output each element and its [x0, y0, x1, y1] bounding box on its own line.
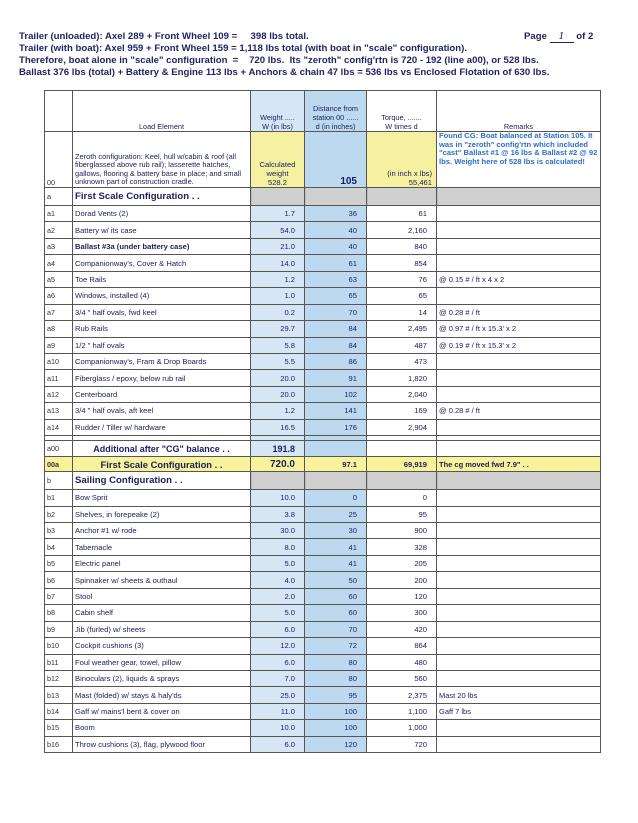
row-id: a1 [45, 206, 73, 222]
row-load-element: Dorad Vents (2) [73, 206, 251, 222]
row-torque: 420 [367, 621, 437, 637]
row-remarks: @ 0.19 # / ft x 15.3' x 2 [437, 337, 601, 353]
row-weight: 20.0 [251, 370, 305, 386]
row-weight: 10.0 [251, 720, 305, 736]
row-weight: 3.8 [251, 506, 305, 522]
row-load-element: Fiberglass / epoxy, below rub rail [73, 370, 251, 386]
row-load-element: Electric panel [73, 555, 251, 571]
row-torque: 300 [367, 605, 437, 621]
row-remarks [437, 386, 601, 402]
row-remarks [437, 654, 601, 670]
page-number: 1 [550, 31, 574, 43]
row-distance: 70 [305, 304, 367, 320]
row-load-element: 1/2 " half ovals [73, 337, 251, 353]
page-label: Page [524, 31, 547, 42]
row-distance: 60 [305, 605, 367, 621]
row-remarks [437, 506, 601, 522]
zeroth-torque-label: (in inch x lbs) [387, 168, 432, 178]
row-weight: 5.0 [251, 605, 305, 621]
total-remarks: The cg moved fwd 7.9" . . [437, 457, 601, 472]
section-id: a [45, 188, 73, 206]
row-remarks [437, 555, 601, 571]
row-torque: 487 [367, 337, 437, 353]
row-weight: 20.0 [251, 386, 305, 402]
row-distance: 95 [305, 687, 367, 703]
total-label: First Scale Configuration . . [73, 457, 251, 472]
total-distance: 97.1 [305, 457, 367, 472]
row-remarks: @ 0.28 # / ft [437, 403, 601, 419]
table-row [45, 403, 601, 419]
table-row [45, 370, 601, 386]
header-line-trailer-with-boat: Trailer (with boat): Axel 959 + Front Wheel 159 = 1,118 lbs total (with boat in "scale" configuration). [19, 43, 468, 54]
table-row [45, 304, 601, 320]
row-id: a9 [45, 337, 73, 353]
row-remarks [437, 539, 601, 555]
header-load-element: Load Element [73, 91, 251, 132]
page-indicator [524, 31, 593, 43]
additional-torque [367, 441, 437, 457]
header-line-ballast: Ballast 376 lbs (total) + Battery & Engine 113 lbs + Anchors & chain 47 lbs = 536 lbs vs Enclosed Flotation of 630 lbs. [19, 67, 550, 78]
row-distance: 102 [305, 386, 367, 402]
row-load-element: Shelves, in forepeake (2) [73, 506, 251, 522]
table-row [45, 321, 601, 337]
section-header-sailing [45, 472, 601, 490]
row-remarks [437, 588, 601, 604]
row-distance: 65 [305, 288, 367, 304]
row-weight: 1.7 [251, 206, 305, 222]
row-remarks [437, 419, 601, 435]
row-remarks [437, 206, 601, 222]
row-id: b1 [45, 490, 73, 506]
row-weight: 54.0 [251, 222, 305, 238]
row-distance: 86 [305, 353, 367, 369]
zeroth-element: Zeroth configuration: Keel, hull w/cabin & roof (all fiberglassed above rub rail); lasserette hatches, gallows, flooring & battery base in place; and small unknown part of construction cradle. [73, 132, 251, 188]
row-load-element: Jib (furled) w/ sheets [73, 621, 251, 637]
row-torque: 95 [367, 506, 437, 522]
column-header-row [45, 91, 601, 132]
header-distance: Distance from station 00 ...... d (in inches) [305, 91, 367, 132]
table-row [45, 736, 601, 752]
row-weight: 29.7 [251, 321, 305, 337]
row-id: b13 [45, 687, 73, 703]
row-distance: 50 [305, 572, 367, 588]
row-torque: 854 [367, 255, 437, 271]
row-distance: 61 [305, 255, 367, 271]
row-weight: 14.0 [251, 255, 305, 271]
row-load-element: Centerboard [73, 386, 251, 402]
section-hatch [367, 472, 437, 490]
section-title: Sailing Configuration . . [73, 472, 251, 490]
additional-remarks [437, 441, 601, 457]
row-weight: 1.0 [251, 288, 305, 304]
row-id: b10 [45, 638, 73, 654]
row-id: b11 [45, 654, 73, 670]
table-row [45, 271, 601, 287]
weight-balance-table [44, 90, 601, 753]
row-weight: 6.0 [251, 736, 305, 752]
row-weight: 0.2 [251, 304, 305, 320]
row-remarks: @ 0.15 # / ft x 4 x 2 [437, 271, 601, 287]
row-weight: 6.0 [251, 654, 305, 670]
row-id: a12 [45, 386, 73, 402]
table-row [45, 506, 601, 522]
row-distance: 100 [305, 703, 367, 719]
row-torque: 328 [367, 539, 437, 555]
row-load-element: Gaff w/ mains'l bent & cover on [73, 703, 251, 719]
row-weight: 10.0 [251, 490, 305, 506]
row-distance: 72 [305, 638, 367, 654]
table-row [45, 238, 601, 254]
row-torque: 2,375 [367, 687, 437, 703]
zeroth-weight-cell [251, 132, 305, 188]
row-remarks [437, 255, 601, 271]
row-id: a3 [45, 238, 73, 254]
total-weight: 720.0 [251, 457, 305, 472]
additional-weight: 191.8 [251, 441, 305, 457]
row-id: a13 [45, 403, 73, 419]
zeroth-config-row [45, 132, 601, 188]
row-id: b6 [45, 572, 73, 588]
section-hatch [437, 188, 601, 206]
row-weight: 21.0 [251, 238, 305, 254]
row-weight: 5.8 [251, 337, 305, 353]
row-load-element: Binoculars (2), liquids & sprays [73, 670, 251, 686]
row-weight: 4.0 [251, 572, 305, 588]
section-header-first-scale [45, 188, 601, 206]
row-id: b3 [45, 523, 73, 539]
table-row [45, 654, 601, 670]
row-torque: 864 [367, 638, 437, 654]
zeroth-distance: 105 [305, 132, 367, 188]
header-id-cell [45, 91, 73, 132]
row-id: b16 [45, 736, 73, 752]
row-weight: 2.0 [251, 588, 305, 604]
row-distance: 91 [305, 370, 367, 386]
row-id: b7 [45, 588, 73, 604]
row-id: b14 [45, 703, 73, 719]
header-torque: Torque, ....... W times d [367, 91, 437, 132]
section-id: b [45, 472, 73, 490]
row-torque: 1,000 [367, 720, 437, 736]
section-hatch [305, 472, 367, 490]
row-torque: 65 [367, 288, 437, 304]
row-remarks [437, 605, 601, 621]
row-remarks [437, 572, 601, 588]
row-id: b15 [45, 720, 73, 736]
row-weight: 5.5 [251, 353, 305, 369]
row-remarks: Gaff 7 lbs [437, 703, 601, 719]
row-distance: 80 [305, 670, 367, 686]
zeroth-weight: 528.2 [267, 177, 287, 187]
table-row [45, 490, 601, 506]
row-torque: 0 [367, 490, 437, 506]
first-scale-total-row [45, 457, 601, 472]
row-load-element: Rudder / Tiller w/ hardware [73, 419, 251, 435]
table-row [45, 255, 601, 271]
table-row [45, 703, 601, 719]
row-load-element: Tabernacle [73, 539, 251, 555]
row-id: a00 [45, 441, 73, 457]
row-load-element: Mast (folded) w/ stays & haly'ds [73, 687, 251, 703]
table-row [45, 605, 601, 621]
row-distance: 100 [305, 720, 367, 736]
table-row [45, 419, 601, 435]
row-load-element: Cockpit cushions (3) [73, 638, 251, 654]
section-title: First Scale Configuration . . [73, 188, 251, 206]
table-row [45, 588, 601, 604]
row-torque: 14 [367, 304, 437, 320]
row-id: b5 [45, 555, 73, 571]
row-weight: 5.0 [251, 555, 305, 571]
table-row [45, 720, 601, 736]
table-row [45, 687, 601, 703]
row-weight: 11.0 [251, 703, 305, 719]
row-load-element: Battery w/ its case [73, 222, 251, 238]
row-load-element: Companionway's, Fram & Drop Boards [73, 353, 251, 369]
row-id: 00a [45, 457, 73, 472]
row-remarks: Mast 20 lbs [437, 687, 601, 703]
row-distance: 176 [305, 419, 367, 435]
additional-after-cg-row [45, 441, 601, 457]
table-row [45, 222, 601, 238]
section-hatch [251, 188, 305, 206]
row-torque: 200 [367, 572, 437, 588]
row-load-element: Spinnaker w/ sheets & outhaul [73, 572, 251, 588]
row-torque: 76 [367, 271, 437, 287]
header-weight: Weight ..... W (in lbs) [251, 91, 305, 132]
row-id: a5 [45, 271, 73, 287]
row-load-element: 3/4 " half ovals, fwd keel [73, 304, 251, 320]
row-distance: 120 [305, 736, 367, 752]
row-load-element: Companionway's, Cover & Hatch [73, 255, 251, 271]
zeroth-torque-cell [367, 132, 437, 188]
row-torque: 720 [367, 736, 437, 752]
table-row [45, 337, 601, 353]
section-hatch [367, 188, 437, 206]
row-id: b2 [45, 506, 73, 522]
row-remarks: @ 0.28 # / ft [437, 304, 601, 320]
row-distance: 41 [305, 555, 367, 571]
row-torque: 1,100 [367, 703, 437, 719]
row-weight: 8.0 [251, 539, 305, 555]
table-row [45, 386, 601, 402]
row-weight: 12.0 [251, 638, 305, 654]
row-id: a10 [45, 353, 73, 369]
row-id: b4 [45, 539, 73, 555]
row-distance: 80 [305, 654, 367, 670]
row-remarks [437, 238, 601, 254]
row-torque: 61 [367, 206, 437, 222]
table-row [45, 539, 601, 555]
row-torque: 2,160 [367, 222, 437, 238]
row-id: a14 [45, 419, 73, 435]
zeroth-weight-label: Calculated weight [259, 159, 296, 178]
row-distance: 36 [305, 206, 367, 222]
total-torque: 69,919 [367, 457, 437, 472]
additional-distance [305, 441, 367, 457]
row-load-element: Foul weather gear, towel, pillow [73, 654, 251, 670]
row-id: 00 [45, 132, 73, 188]
header-remarks: Remarks [437, 91, 601, 132]
row-id: b8 [45, 605, 73, 621]
row-remarks [437, 222, 601, 238]
table-row [45, 353, 601, 369]
row-torque: 120 [367, 588, 437, 604]
row-load-element: Ballast #3a (under battery case) [73, 238, 251, 254]
row-distance: 40 [305, 222, 367, 238]
row-distance: 40 [305, 238, 367, 254]
row-id: b9 [45, 621, 73, 637]
row-torque: 169 [367, 403, 437, 419]
row-distance: 84 [305, 337, 367, 353]
section-hatch [305, 188, 367, 206]
row-remarks [437, 670, 601, 686]
row-torque: 1,820 [367, 370, 437, 386]
row-weight: 1.2 [251, 403, 305, 419]
table-row [45, 572, 601, 588]
row-remarks [437, 523, 601, 539]
row-remarks [437, 353, 601, 369]
row-distance: 30 [305, 523, 367, 539]
row-weight: 25.0 [251, 687, 305, 703]
row-distance: 25 [305, 506, 367, 522]
row-load-element: Rub Rails [73, 321, 251, 337]
row-weight: 1.2 [251, 271, 305, 287]
row-distance: 60 [305, 588, 367, 604]
row-torque: 840 [367, 238, 437, 254]
row-load-element: Toe Rails [73, 271, 251, 287]
zeroth-torque: 55,461 [408, 177, 432, 187]
row-id: a8 [45, 321, 73, 337]
row-torque: 2,040 [367, 386, 437, 402]
row-torque: 2,904 [367, 419, 437, 435]
table-row [45, 670, 601, 686]
row-remarks [437, 736, 601, 752]
row-id: a11 [45, 370, 73, 386]
row-load-element: Cabin shelf [73, 605, 251, 621]
row-load-element: Bow Sprit [73, 490, 251, 506]
row-id: a4 [45, 255, 73, 271]
table-row [45, 555, 601, 571]
row-load-element: Anchor #1 w/ rode [73, 523, 251, 539]
row-distance: 41 [305, 539, 367, 555]
page-of: of 2 [576, 31, 594, 42]
row-remarks [437, 638, 601, 654]
row-weight: 16.5 [251, 419, 305, 435]
table-row [45, 288, 601, 304]
row-load-element: 3/4 " half ovals, aft keel [73, 403, 251, 419]
row-remarks: @ 0.97 # / ft x 15.3' x 2 [437, 321, 601, 337]
row-torque: 2,495 [367, 321, 437, 337]
table-row [45, 523, 601, 539]
row-distance: 141 [305, 403, 367, 419]
row-id: a2 [45, 222, 73, 238]
row-distance: 84 [305, 321, 367, 337]
row-remarks [437, 720, 601, 736]
additional-label: Additional after "CG" balance . . [73, 441, 251, 457]
table-row [45, 621, 601, 637]
row-distance: 63 [305, 271, 367, 287]
row-load-element: Boom [73, 720, 251, 736]
section-hatch [251, 472, 305, 490]
row-weight: 30.0 [251, 523, 305, 539]
row-distance: 70 [305, 621, 367, 637]
header-line-trailer-unloaded: Trailer (unloaded): Axel 289 + Front Wheel 109 = 398 lbs total. [19, 31, 309, 42]
row-load-element: Stool [73, 588, 251, 604]
row-weight: 7.0 [251, 670, 305, 686]
zeroth-remarks: Found CG: Boat balanced at Station 105. It was in "zeroth" config'rtn which included "cast" Ballast #1 @ 16 lbs & Ballast #2 @ 92 lbs. Weight here of 528 lbs is calculated! [437, 132, 601, 188]
row-distance: 0 [305, 490, 367, 506]
row-id: a7 [45, 304, 73, 320]
table-row [45, 206, 601, 222]
row-torque: 560 [367, 670, 437, 686]
row-remarks [437, 288, 601, 304]
row-load-element: Throw cushions (3), flag, plywood floor [73, 736, 251, 752]
section-hatch [437, 472, 601, 490]
row-id: b12 [45, 670, 73, 686]
row-id: a6 [45, 288, 73, 304]
row-torque: 480 [367, 654, 437, 670]
row-remarks [437, 621, 601, 637]
row-torque: 473 [367, 353, 437, 369]
row-remarks [437, 490, 601, 506]
table-row [45, 638, 601, 654]
row-torque: 205 [367, 555, 437, 571]
row-load-element: Windows, installed (4) [73, 288, 251, 304]
header-line-boat-alone: Therefore, boat alone in "scale" configuration = 720 lbs. Its "zeroth" config'rtn is 720 - 192 (line a00), or 528 lbs. [19, 55, 539, 66]
row-remarks [437, 370, 601, 386]
row-weight: 6.0 [251, 621, 305, 637]
row-torque: 900 [367, 523, 437, 539]
